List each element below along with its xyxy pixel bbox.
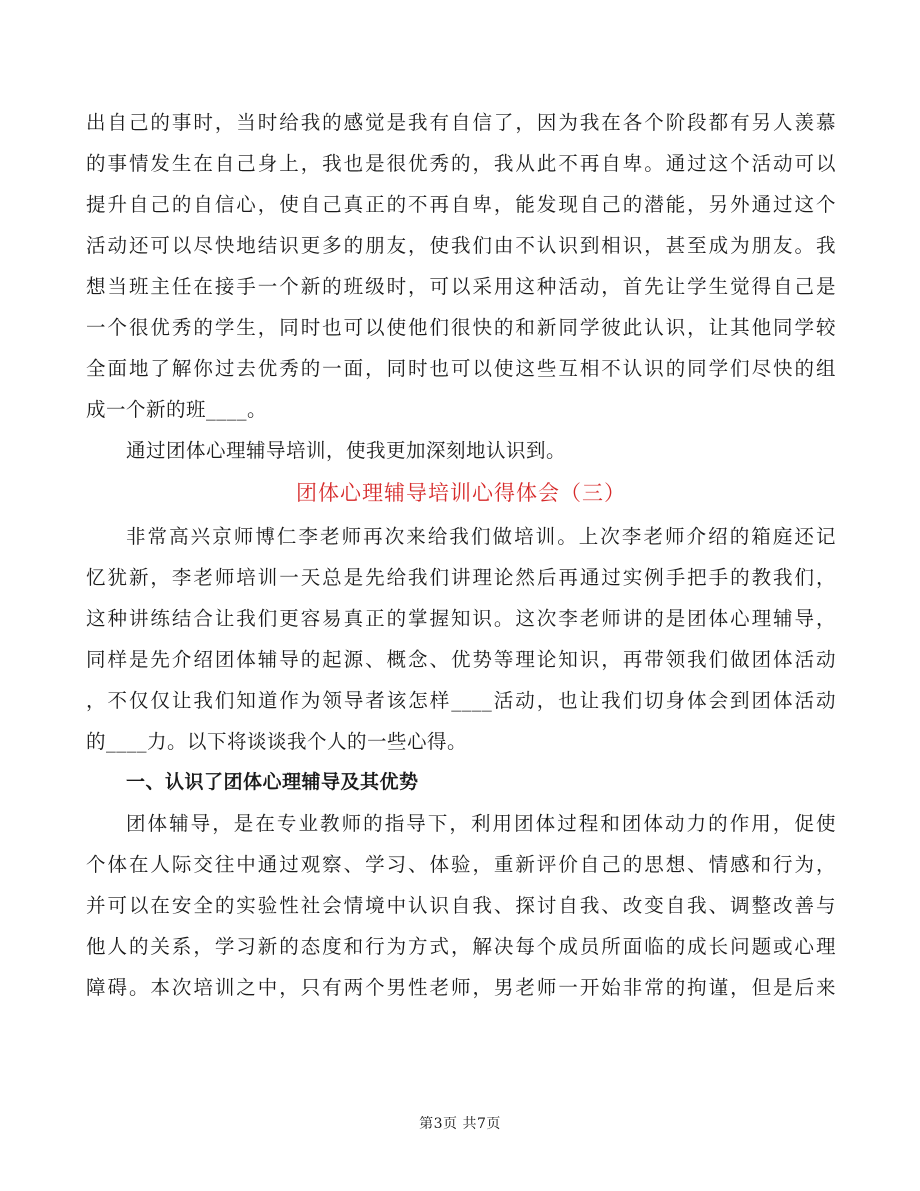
text-line: 他人的关系，学习新的态度和行为方式，解决每个成员所面临的成长问题或心理 <box>86 935 836 958</box>
text-line: 出自己的事时，当时给我的感觉是我有自信了，因为我在各个阶段都有另人羡慕 <box>86 111 836 134</box>
paragraph-3 <box>86 516 836 762</box>
text-line: 这种讲练结合让我们更容易真正的掌握知识。这次李老师讲的是团体心理辅导， <box>86 607 836 630</box>
text-line: 团体辅导，是在专业教师的指导下，利用团体过程和团体动力的作用，促使 <box>126 812 836 835</box>
text-line: 全面地了解你过去优秀的一面，同时也可以使这些互相不认识的同学们尽快的组 <box>86 357 836 380</box>
document-body <box>86 102 836 1008</box>
text-line: 非常高兴京师博仁李老师再次来给我们做培训。上次李老师介绍的箱庭还记 <box>126 525 836 548</box>
subheading: 一、认识了团体心理辅导及其优势 <box>126 771 419 793</box>
page-indicator: 第3页 共7页 <box>419 1116 501 1132</box>
text-line: 活动还可以尽快地结识更多的朋友，使我们由不认识到相识，甚至成为朋友。我 <box>86 234 836 257</box>
text-line: 障碍。本次培训之中，只有两个男性老师，男老师一开始非常的拘谨，但是后来 <box>86 976 836 999</box>
text-line: 忆犹新，李老师培训一天总是先给我们讲理论然后再通过实例手把手的教我们， <box>86 566 836 589</box>
text-line: 一个很优秀的学生，同时也可以使他们很快的和新同学彼此认识，让其他同学较 <box>86 316 836 339</box>
text-line: 想当班主任在接手一个新的班级时，可以采用这种活动，首先让学生觉得自己是 <box>86 275 836 298</box>
text-line: 的____力。以下将谈谈我个人的一些心得。 <box>86 730 468 753</box>
text-line: 的事情发生在自己身上，我也是很优秀的，我从此不再自卑。通过这个活动可以 <box>86 152 836 175</box>
text-line: 提升自己的自信心，使自己真正的不再自卑，能发现自己的潜能，另外通过这个 <box>86 193 836 216</box>
text-line: 同样是先介绍团体辅导的起源、概念、优势等理论知识，再带领我们做团体活动 <box>86 648 836 671</box>
text-line: ，不仅仅让我们知道作为领导者该怎样____活动，也让我们切身体会到团体活动 <box>86 689 836 712</box>
text-line: 成一个新的班____。 <box>86 398 268 421</box>
text-line: 个体在人际交往中通过观察、学习、体验，重新评价自己的思想、情感和行为， <box>86 853 836 876</box>
text-line: 并可以在安全的实验性社会情境中认识自我、探讨自我、改变自我、调整改善与 <box>86 894 836 917</box>
paragraph-2: 通过团体心理辅导培训，使我更加深刻地认识到。 <box>126 439 567 462</box>
paragraph-1 <box>86 102 836 430</box>
paragraph-4 <box>86 803 836 1008</box>
section-title: 团体心理辅导培训心得体会（三） <box>296 481 626 505</box>
